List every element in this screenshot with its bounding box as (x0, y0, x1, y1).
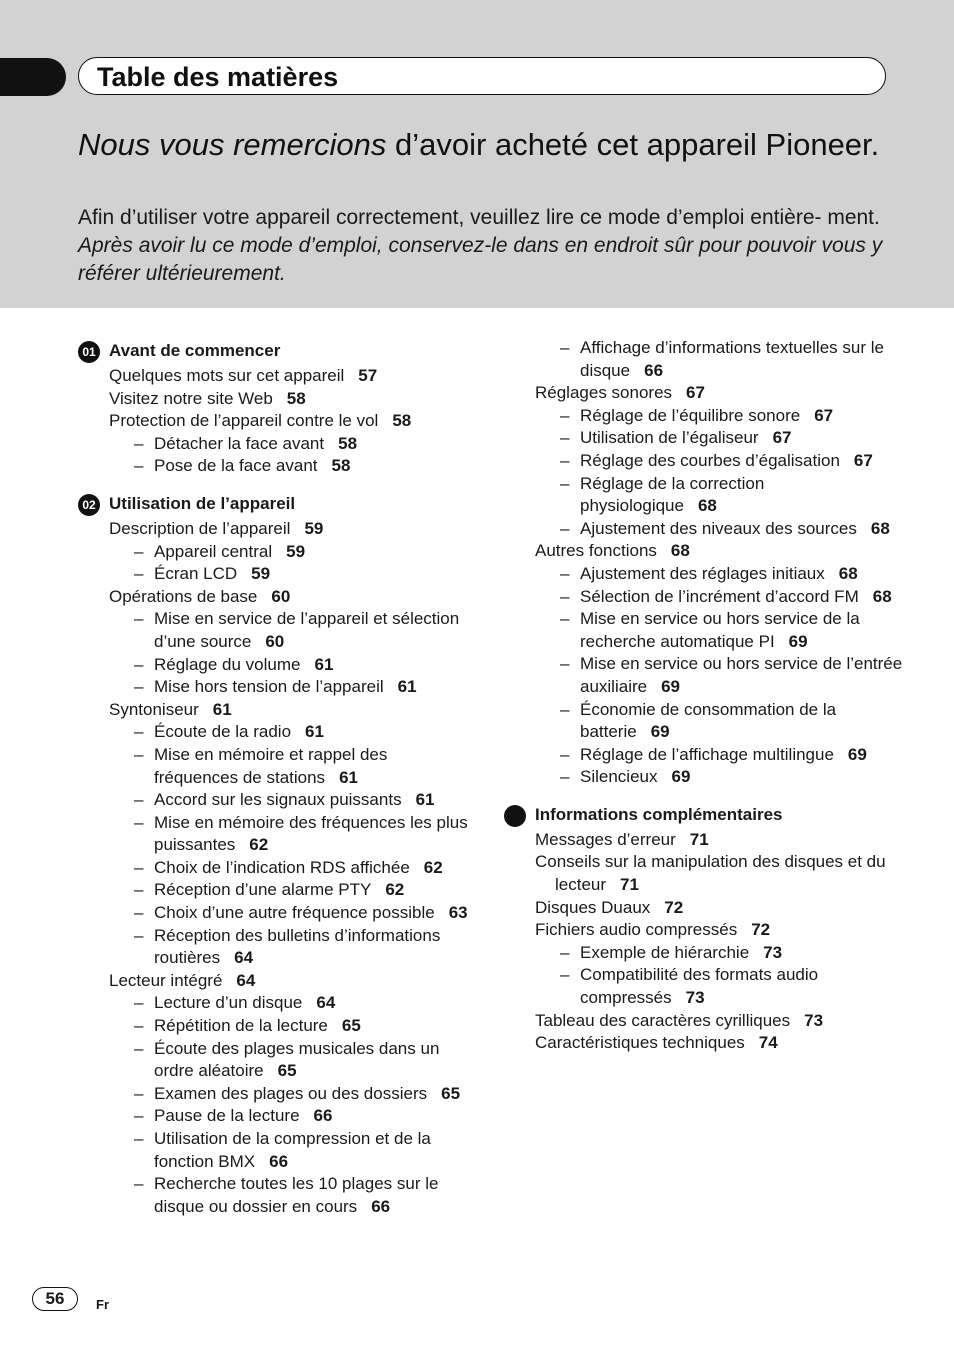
toc-entry-text: Sélection de l’incrément d’accord FM (580, 586, 859, 606)
toc-page-number: 62 (385, 880, 405, 900)
toc-entry-text: Économie de consommation de la batterie (580, 699, 837, 742)
toc-entry-text: Réglage des courbes d’égalisation (580, 450, 840, 470)
toc-entry-text: Recherche toutes les 10 plages sur le disque ou dossier en cours (154, 1174, 439, 1216)
toc-page-number: 69 (650, 722, 670, 742)
dash-bullet: – (560, 942, 570, 962)
toc-entry-text: Réglages sonores (535, 383, 673, 403)
page-number: 56 (32, 1287, 78, 1311)
intro-italic: Après avoir lu ce mode d’emploi, conservez-le dans en endroit sûr pour pouvoir vous y référer ultérieurement. (78, 234, 883, 285)
toc-entry[interactable] (109, 1128, 468, 1173)
toc-entry[interactable] (535, 540, 904, 563)
toc-entry[interactable] (535, 897, 904, 920)
toc-page-number: 73 (685, 988, 705, 1008)
toc-entry[interactable] (109, 654, 468, 677)
toc-entry[interactable] (109, 789, 468, 812)
toc-section-heading (504, 801, 904, 829)
section-title-pill (78, 57, 886, 95)
toc-section-title[interactable]: Utilisation de l’appareil (109, 493, 296, 513)
toc-page-number: 74 (758, 1033, 778, 1053)
toc-entry-text: Accord sur les signaux puissants (154, 790, 402, 810)
toc-page-number: 61 (212, 699, 232, 719)
toc-section (504, 337, 904, 789)
dash-bullet: – (134, 677, 144, 697)
toc-page-number: 65 (341, 1016, 361, 1036)
toc-entry-text: Mise en service ou hors service de la recherche automatique PI (580, 609, 860, 651)
toc-entry[interactable] (109, 410, 468, 433)
toc-entry[interactable] (535, 851, 904, 896)
toc-entry[interactable] (535, 1010, 904, 1033)
toc-entry-list (78, 518, 468, 1218)
heading-italic: Nous vous remercions (78, 127, 387, 162)
toc-entry-text: Lecture d’un disque (154, 993, 303, 1013)
toc-entry-text: Mise en mémoire et rappel des fréquences de stations (154, 744, 388, 787)
toc-entry-text: Fichiers audio compressés (535, 920, 738, 940)
toc-entry-text: Mise hors tension de l’appareil (154, 677, 384, 697)
toc-entry[interactable] (109, 433, 468, 456)
toc-page-number: 60 (271, 586, 291, 606)
toc-entry[interactable] (535, 964, 904, 1009)
toc-section (78, 490, 468, 1218)
dash-bullet: – (134, 1016, 144, 1036)
dash-bullet: – (560, 338, 570, 357)
toc-entry[interactable] (109, 676, 468, 699)
toc-entry[interactable] (535, 653, 904, 698)
toc-entry-text: Appareil central (154, 541, 273, 561)
toc-entry[interactable] (109, 365, 468, 388)
toc-entry-text: Pose de la face avant (154, 456, 318, 476)
dash-bullet: – (134, 880, 144, 900)
toc-entry-text: Ajustement des réglages initiaux (580, 563, 825, 583)
dash-bullet: – (134, 790, 144, 810)
dash-bullet: – (134, 456, 144, 476)
toc-entry-text: Pause de la lecture (154, 1106, 300, 1126)
chapter-number-icon (504, 805, 526, 827)
intro-plain: Afin d’utiliser votre appareil correctement, veuillez lire ce mode d’emploi entière- ment. (78, 206, 880, 229)
chapter-number-icon: 01 (78, 341, 100, 363)
toc-entry-list (504, 337, 904, 789)
toc-page-number: 58 (392, 411, 412, 431)
toc-entry[interactable] (535, 744, 904, 767)
toc-section (78, 337, 468, 478)
toc-entry-text: Mise en mémoire des fréquences les plus puissantes (154, 812, 468, 855)
toc-entry[interactable] (535, 518, 904, 541)
toc-entry-text: Visitez notre site Web (109, 388, 273, 408)
toc-page-number: 59 (286, 541, 306, 561)
toc-page-number: 66 (313, 1106, 333, 1126)
toc-entry[interactable] (109, 1083, 468, 1106)
dash-bullet: – (560, 767, 570, 787)
toc-entry[interactable] (109, 857, 468, 880)
dash-bullet: – (560, 609, 570, 629)
toc-entry[interactable] (109, 744, 468, 789)
toc-page-number: 68 (872, 586, 892, 606)
toc-entry[interactable] (109, 518, 468, 541)
toc-page-number: 72 (664, 897, 684, 917)
toc-entry[interactable] (535, 919, 904, 942)
heading-rest: d’avoir acheté cet appareil Pioneer. (386, 127, 880, 162)
toc-entry[interactable] (535, 608, 904, 653)
toc-entry[interactable] (109, 812, 468, 857)
toc-page-number: 59 (251, 564, 271, 584)
toc-entry[interactable] (109, 608, 468, 653)
toc-entry[interactable] (535, 405, 904, 428)
dash-bullet: – (134, 722, 144, 742)
dash-bullet: – (134, 1106, 144, 1126)
toc-entry[interactable] (535, 382, 904, 405)
toc-page-number: 69 (788, 631, 808, 651)
toc-page-number: 68 (697, 496, 717, 516)
dash-bullet: – (134, 925, 144, 945)
toc-left-column (78, 337, 468, 1230)
language-code: Fr (96, 1297, 109, 1312)
toc-entry-text: Protection de l’appareil contre le vol (109, 411, 379, 431)
toc-page-number: 69 (847, 744, 867, 764)
toc-entry-list (78, 365, 468, 478)
toc-entry[interactable] (109, 902, 468, 925)
toc-page-number: 65 (277, 1061, 297, 1081)
toc-entry-text: Lecteur intégré (109, 970, 223, 990)
dash-bullet: – (134, 812, 144, 832)
toc-entry-text: Autres fonctions (535, 541, 657, 561)
toc-entry-text: Description de l’appareil (109, 518, 291, 538)
toc-entry-text: Écoute des plages musicales dans un ordre aléatoire (154, 1038, 440, 1081)
toc-page-number: 64 (234, 948, 254, 968)
toc-entry-text: Réception d’une alarme PTY (154, 880, 372, 900)
toc-entry[interactable] (109, 1105, 468, 1128)
toc-entry-text: Compatibilité des formats audio compressés (580, 965, 819, 1008)
toc-page-number: 64 (316, 993, 336, 1013)
toc-entry-text: Tableau des caractères cyrilliques (535, 1010, 791, 1030)
toc-entry[interactable] (535, 699, 904, 744)
toc-entry-text: Choix de l’indication RDS affichée (154, 857, 410, 877)
toc-entry[interactable] (109, 1038, 468, 1083)
dash-bullet: – (560, 450, 570, 470)
chapter-number-icon: 02 (78, 494, 100, 516)
dash-bullet: – (134, 1174, 144, 1194)
dash-bullet: – (560, 563, 570, 583)
toc-page-number: 62 (423, 857, 443, 877)
dash-bullet: – (134, 609, 144, 629)
toc-page-number: 68 (670, 541, 690, 561)
toc-entry-text: Mise en service ou hors service de l’entrée auxiliaire (580, 654, 903, 696)
toc-page-number: 65 (441, 1083, 461, 1103)
toc-entry[interactable] (109, 388, 468, 411)
toc-page-number: 68 (870, 518, 890, 538)
dash-bullet: – (560, 699, 570, 719)
toc-section-heading (78, 337, 468, 365)
toc-section-title[interactable]: Informations complémentaires (535, 804, 783, 824)
toc-entry-text: Exemple de hiérarchie (580, 942, 750, 962)
dash-bullet: – (560, 586, 570, 606)
dash-bullet: – (560, 744, 570, 764)
toc-page-number: 67 (772, 428, 792, 448)
dash-bullet: – (134, 1083, 144, 1103)
toc-page-number: 61 (305, 722, 324, 742)
toc-page-number: 71 (689, 829, 709, 849)
dash-bullet: – (560, 473, 570, 493)
toc-section (504, 801, 904, 1055)
toc-entry-text: Mise en service de l’appareil et sélection d’une source (154, 609, 460, 651)
dash-bullet: – (134, 1038, 144, 1058)
toc-entry-text: Quelques mots sur cet appareil (109, 366, 345, 385)
chapter-tab-marker (0, 58, 66, 96)
toc-section-title[interactable]: Avant de commencer (109, 341, 281, 360)
toc-page-number: 67 (686, 383, 705, 403)
toc-entry[interactable] (109, 879, 468, 902)
toc-entry-text: Réglage de l’équilibre sonore (580, 405, 801, 425)
toc-entry-text: Ajustement des niveaux des sources (580, 518, 857, 538)
toc-page-number: 66 (269, 1151, 289, 1171)
toc-page-number: 61 (415, 790, 435, 810)
toc-entry-text: Réglage de la correction physiologique (580, 473, 765, 516)
dash-bullet: – (134, 433, 144, 453)
toc-page-number: 57 (358, 366, 378, 385)
toc-entry[interactable] (535, 450, 904, 473)
dash-bullet: – (560, 518, 570, 538)
intro-paragraph (78, 204, 908, 288)
section-title: Table des matières (97, 62, 339, 92)
toc-page-number: 58 (338, 433, 358, 453)
toc-entry-text: Détacher la face avant (154, 433, 325, 453)
toc-entry-text: Utilisation de la compression et de la fonction BMX (154, 1129, 431, 1171)
toc-entry-text: Affichage d’informations textuelles sur le disque (580, 338, 884, 380)
toc-page-number: 69 (671, 767, 691, 787)
toc-entry[interactable] (109, 925, 468, 970)
toc-entry-text: Réglage de l’affichage multilingue (580, 744, 834, 764)
toc-entry[interactable] (109, 699, 468, 722)
toc-entry-text: Syntoniseur (109, 699, 199, 719)
toc-entry-text: Opérations de base (109, 586, 258, 606)
dash-bullet: – (134, 744, 144, 764)
toc-page-number: 64 (236, 970, 256, 990)
toc-page-number: 67 (814, 405, 834, 425)
toc-entry-text: Réception des bulletins d’informations routières (154, 925, 441, 968)
toc-page-number: 60 (265, 631, 285, 651)
toc-entry-text: Choix d’une autre fréquence possible (154, 903, 435, 923)
toc-page-number: 62 (249, 835, 269, 855)
toc-entry[interactable] (535, 829, 904, 852)
dash-bullet: – (134, 1129, 144, 1148)
toc-section-heading (78, 490, 468, 518)
toc-page-number: 61 (397, 677, 417, 697)
toc-page-number: 66 (644, 360, 664, 380)
toc-entry[interactable] (109, 992, 468, 1015)
toc-entry-text: Utilisation de l’égaliseur (580, 428, 759, 448)
toc-page-number: 67 (853, 450, 873, 470)
toc-right-column (504, 337, 904, 1067)
toc-entry-text: Réglage du volume (154, 654, 301, 674)
dash-bullet: – (134, 857, 144, 877)
toc-entry-text: Messages d’erreur (535, 829, 676, 849)
toc-entry[interactable] (109, 721, 468, 744)
toc-page-number: 72 (751, 920, 771, 940)
toc-page-number: 58 (286, 388, 306, 408)
toc-entry-text: Caractéristiques techniques (535, 1033, 745, 1053)
toc-entry[interactable] (109, 455, 468, 478)
toc-page-number: 73 (804, 1010, 824, 1030)
toc-page-number: 58 (331, 456, 351, 476)
toc-entry[interactable] (535, 427, 904, 450)
toc-entry-text: Répétition de la lecture (154, 1016, 328, 1036)
toc-page-number: 68 (838, 563, 858, 583)
toc-entry[interactable] (109, 1173, 468, 1218)
dash-bullet: – (134, 903, 144, 923)
toc-entry[interactable] (535, 766, 904, 789)
toc-entry[interactable] (535, 1032, 904, 1055)
dash-bullet: – (134, 541, 144, 561)
toc-entry-text: Écran LCD (154, 564, 238, 584)
toc-entry[interactable] (109, 586, 468, 609)
toc-entry[interactable] (535, 337, 904, 382)
toc-entry[interactable] (535, 473, 904, 518)
dash-bullet: – (560, 405, 570, 425)
toc-entry[interactable] (109, 563, 468, 586)
toc-page-number: 63 (448, 903, 468, 923)
toc-page-number: 66 (371, 1196, 391, 1216)
toc-page-number: 73 (763, 942, 783, 962)
toc-entry[interactable] (535, 563, 904, 586)
toc-entry[interactable] (109, 970, 468, 993)
toc-page-number: 59 (304, 518, 324, 538)
dash-bullet: – (134, 654, 144, 674)
toc-entry[interactable] (535, 942, 904, 965)
toc-entry-text: Silencieux (580, 767, 658, 787)
toc-entry[interactable] (109, 541, 468, 564)
dash-bullet: – (560, 654, 570, 674)
toc-page-number: 61 (339, 767, 358, 787)
toc-page-number: 61 (314, 654, 334, 674)
toc-entry-text: Écoute de la radio (154, 722, 292, 742)
toc-entry-text: Disques Duaux (535, 897, 651, 917)
toc-page-number: 71 (620, 875, 639, 895)
toc-entry-list (504, 829, 904, 1055)
toc-entry[interactable] (109, 1015, 468, 1038)
page-heading (78, 128, 898, 162)
toc-entry-text: Examen des plages ou des dossiers (154, 1083, 428, 1103)
dash-bullet: – (560, 428, 570, 448)
toc-entry-text: Conseils sur la manipulation des disques et du lecteur (535, 852, 886, 895)
toc-page-number: 69 (661, 676, 681, 696)
dash-bullet: – (560, 965, 570, 985)
dash-bullet: – (134, 993, 144, 1013)
toc-entry[interactable] (535, 586, 904, 609)
dash-bullet: – (134, 564, 144, 584)
